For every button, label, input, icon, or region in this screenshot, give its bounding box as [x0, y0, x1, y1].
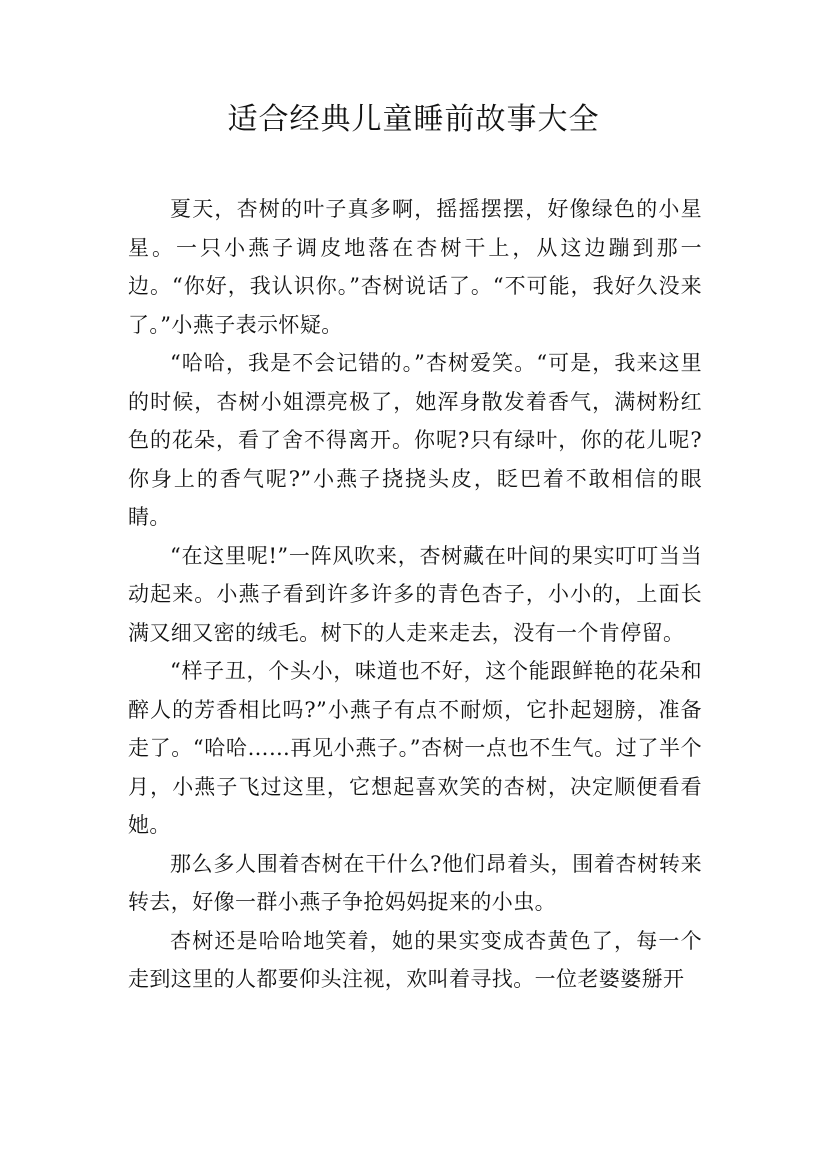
paragraph: “在这里呢!”一阵风吹来，杏树藏在叶间的果实叮叮当当动起来。小燕子看到许多许多的青色杏子，小小的，上面长满又细又密的绒毛。树下的人走来走去，没有一个肯停留。: [128, 543, 702, 645]
document-title: 适合经典儿童睡前故事大全: [227, 102, 600, 137]
paragraph: 杏树还是哈哈地笑着，她的果实变成杏黄色了，每一个走到这里的人都要仰头注视，欢叫着寻找。一位老婆婆掰开: [128, 928, 702, 991]
paragraph: 那么多人围着杏树在干什么?他们昂着头，围着杏树转来转去，好像一群小燕子争抢妈妈捉来的小虫。: [128, 851, 702, 914]
paragraph: “哈哈，我是不会记错的。”杏树爱笑。“可是，我来这里的时候，杏树小姐漂亮极了，她浑身散发着香气，满树粉红色的花朵，看了舍不得离开。你呢?只有绿叶，你的花儿呢?你身上的香气呢?”小燕子挠挠头皮，眨巴着不敢相信的眼睛。: [128, 351, 702, 529]
story-body: [128, 190, 702, 999]
paragraph: “样子丑，个头小，味道也不好，这个能跟鲜艳的花朵和醉人的芳香相比吗?”小燕子有点不耐烦，它扑起翅膀，准备走了。“哈哈……再见小燕子。”杏树一点也不生气。过了半个月，小燕子飞过这里，它想起喜欢笑的杏树，决定顺便看看她。: [128, 659, 702, 837]
paragraph: 夏天，杏树的叶子真多啊，摇摇摆摆，好像绿色的小星星。一只小燕子调皮地落在杏树干上，从这边蹦到那一边。“你好，我认识你。”杏树说话了。“不可能，我好久没来了。”小燕子表示怀疑。: [128, 197, 702, 337]
